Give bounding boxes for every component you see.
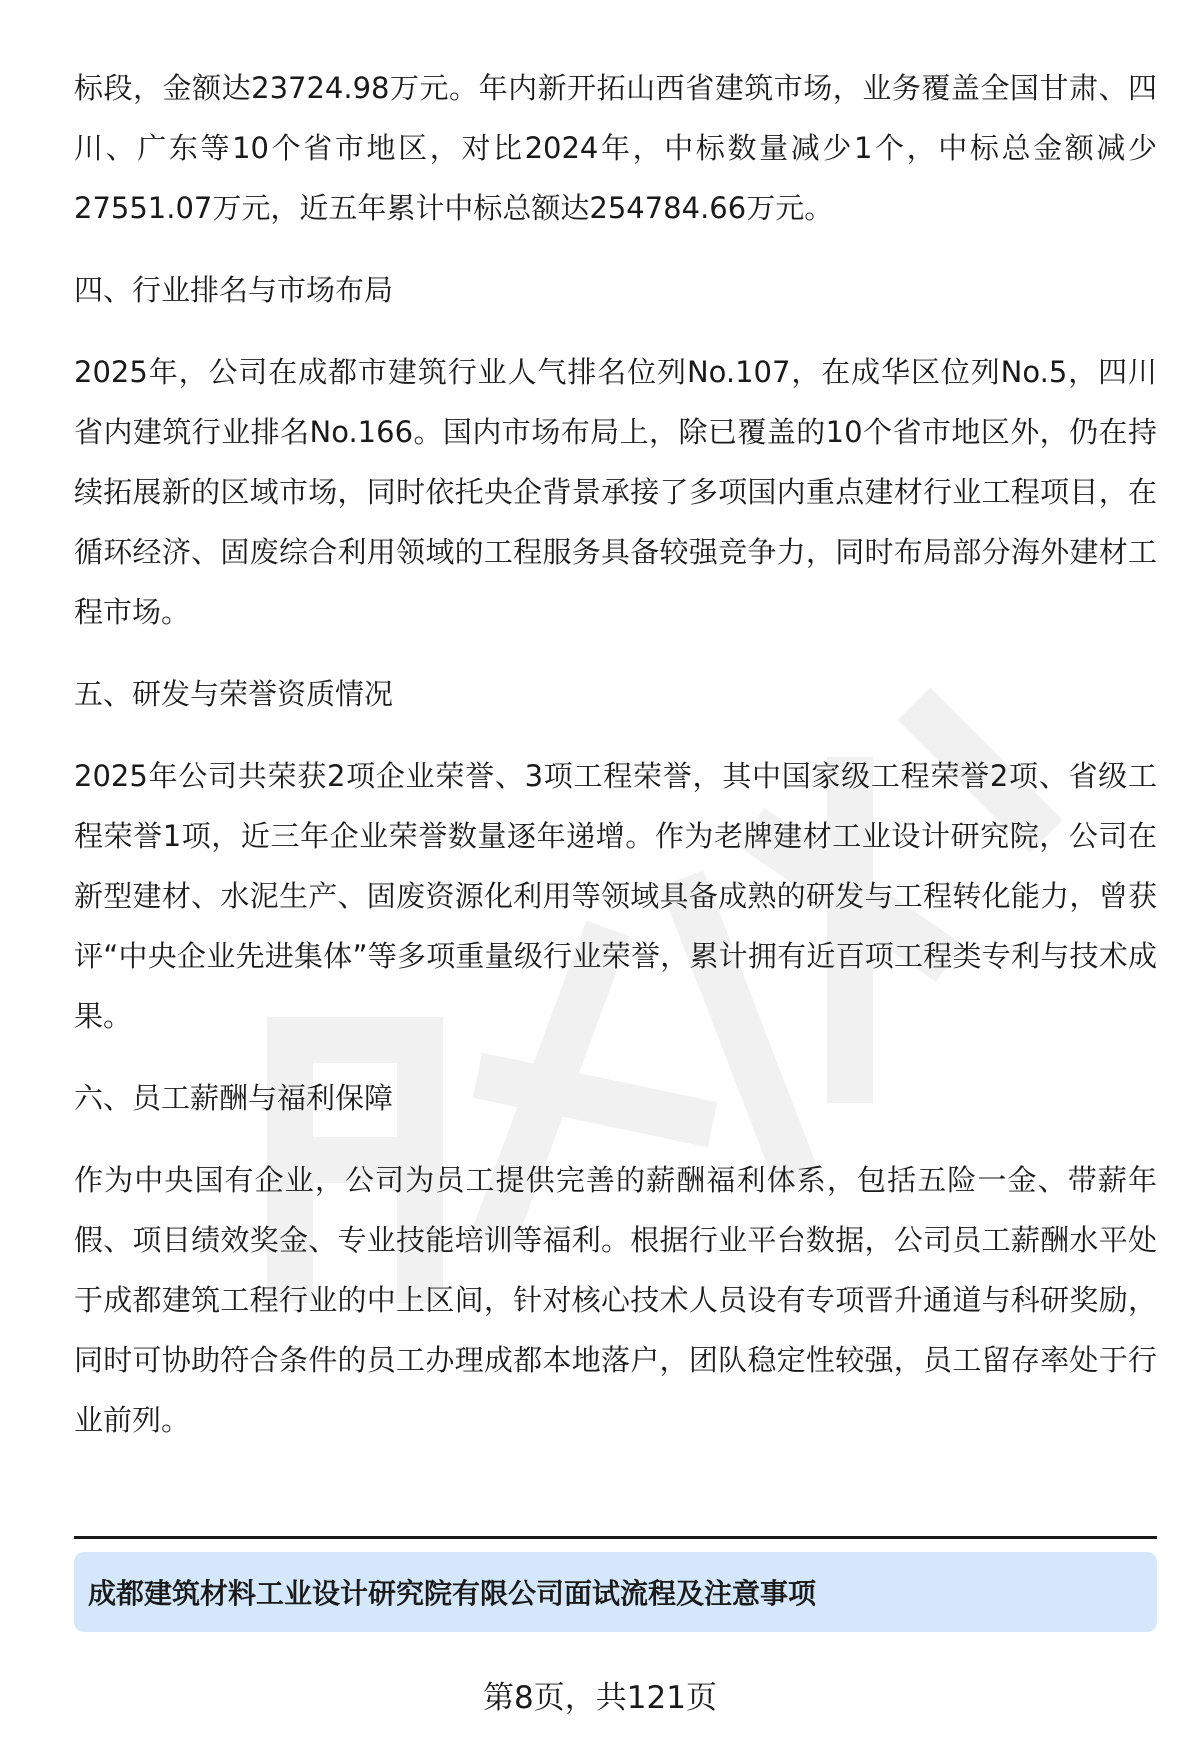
paragraph-compensation: 作为中央国有企业，公司为员工提供完善的薪酬福利体系，包括五险一金、带薪年假、项目绩效奖金、专业技能培训等福利。根据行业平台数据，公司员工薪酬水平处于成都建筑工程行业的中上区间，针对核心技术人员设有专项晋升通道与科研奖励，同时可协助符合条件的员工办理成都本地落户，团队稳定性较强，员工留存率处于行业前列。	[74, 1163, 1157, 1437]
paragraph-ranking: 2025年，公司在成都市建筑行业人气排名位列No.107，在成华区位列No.5，四川省内建筑行业排名No.166。国内市场布局上，除已覆盖的10个省市地区外，仍在持续拓展新的区域市场，同时依托央企背景承接了多项国内重点建材行业工程项目，在循环经济、固废综合利用领域的工程服务具备较强竞争力，同时布局部分海外建材工程市场。	[74, 355, 1157, 629]
section-heading-ranking: 四、行业排名与市场布局	[74, 273, 394, 307]
banner-title: 成都建筑材料工业设计研究院有限公司面试流程及注意事项	[88, 1577, 817, 1610]
section-divider	[74, 1536, 1157, 1539]
paragraph-honors: 2025年公司共荣获2项企业荣誉、3项工程荣誉，其中国家级工程荣誉2项、省级工程荣誉1项，近三年企业荣誉数量逐年递增。作为老牌建材工业设计研究院，公司在新型建材、水泥生产、固废资源化利用等领域具备成熟的研发与工程转化能力，曾获评“中央企业先进集体”等多项重量级行业荣誉，累计拥有近百项工程类专利与技术成果。	[74, 759, 1157, 1033]
section-heading-compensation: 六、员工薪酬与福利保障	[74, 1081, 394, 1115]
section-banner	[74, 1552, 1157, 1632]
paragraph-bid-summary: 标段，金额达23724.98万元。年内新开拓山西省建筑市场，业务覆盖全国甘肃、四川、广东等10个省市地区，对比2024年，中标数量减少1个，中标总金额减少27551.07万元，近五年累计中标总额达254784.66万元。	[74, 71, 1157, 225]
section-heading-honors: 五、研发与荣誉资质情况	[74, 677, 394, 711]
page-number: 第8页，共121页	[483, 1680, 717, 1716]
document-body	[74, 58, 1157, 1450]
